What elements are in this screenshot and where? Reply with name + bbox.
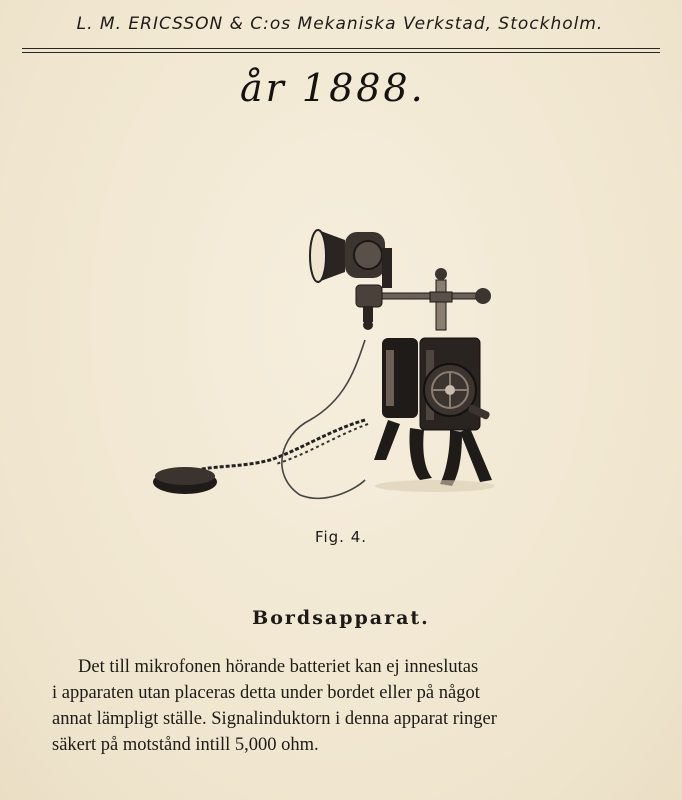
body-line: Det till mikrofonen hörande batteriet kan ej inneslutas [78, 657, 479, 677]
figure-caption: Fig. 4. [314, 528, 368, 546]
telephone-illustration [150, 210, 500, 510]
handwritten-year-note: år 1888. [240, 66, 426, 110]
company-header: L. M. ERICSSON & C:os Mekaniska Verkstad, Stockholm. [76, 14, 604, 34]
body-line: säkert på motstånd intill 5,000 ohm. [52, 735, 319, 755]
section-title: Bordsapparat. [252, 607, 430, 629]
body-line: i apparaten utan placeras detta under bordet eller på något [52, 683, 480, 703]
header-rule-top [22, 48, 660, 49]
body-line: annat lämpligt ställe. Signalinduktorn i denna apparat ringer [52, 709, 497, 729]
header-rule-bottom [22, 52, 660, 53]
section-body [52, 654, 652, 758]
